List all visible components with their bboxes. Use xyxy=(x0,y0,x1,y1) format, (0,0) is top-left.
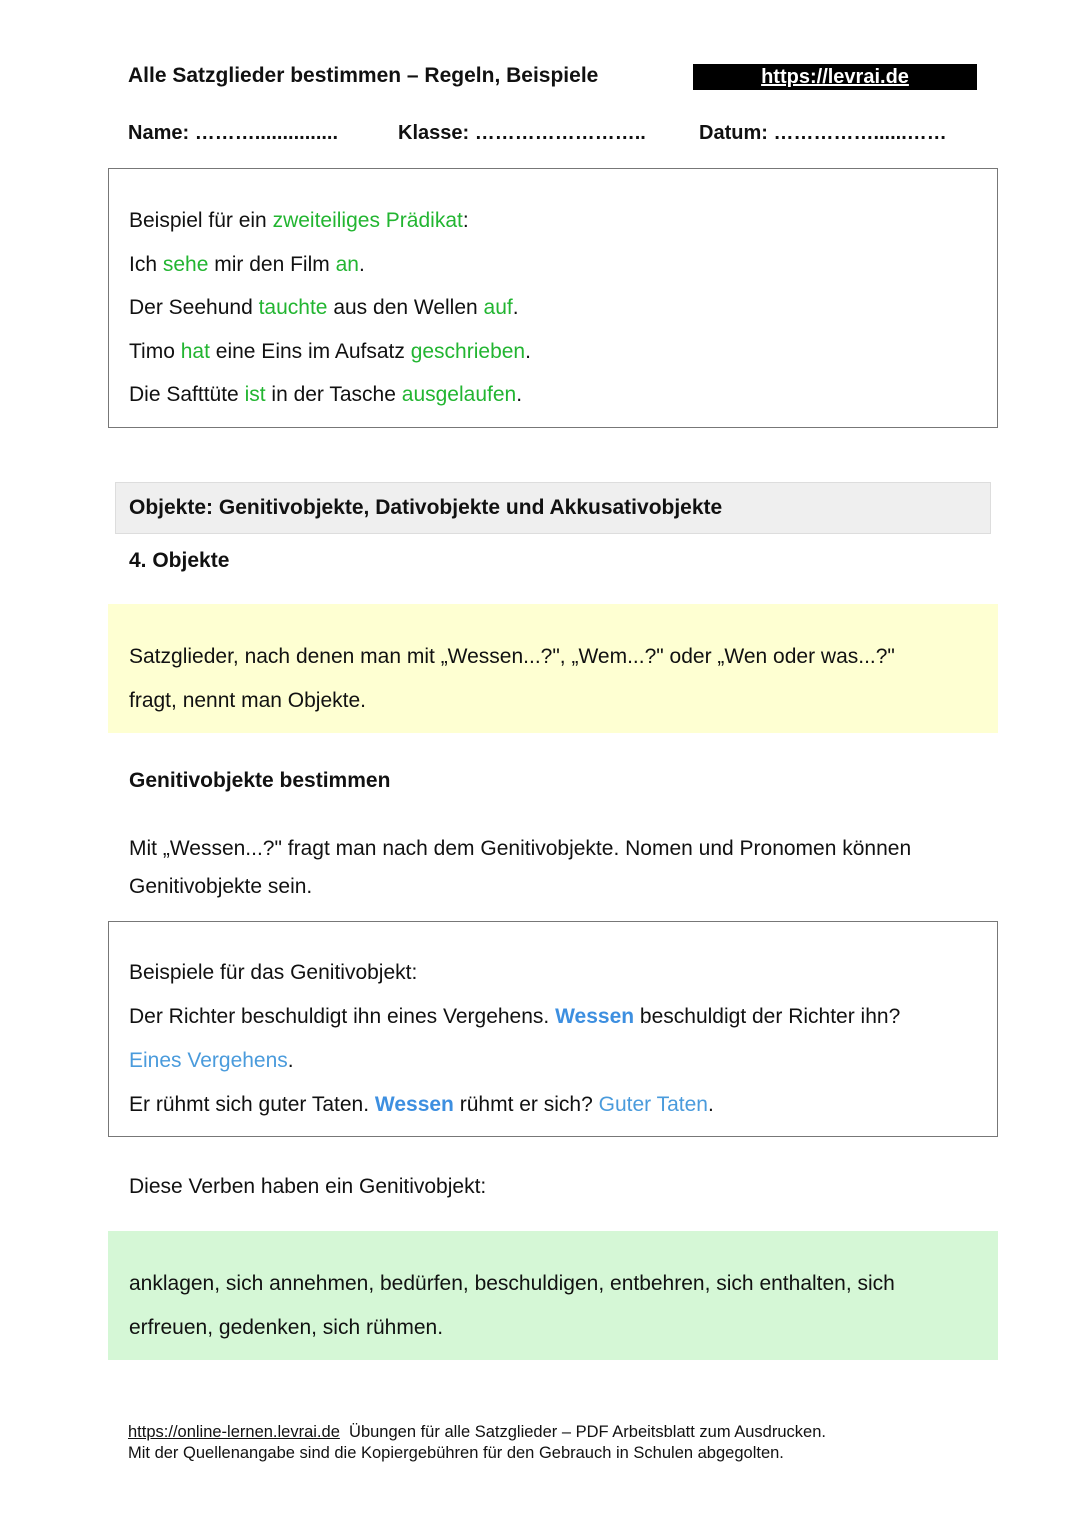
predicate-intro xyxy=(129,209,469,233)
section-heading: 4. Objekte xyxy=(129,549,230,572)
text: beschuldigt der Richter ihn? xyxy=(634,1005,901,1028)
highlight-term: zweiteiliges Prädikat xyxy=(272,209,463,232)
text: mir den Film xyxy=(208,253,336,276)
answer: Guter Taten xyxy=(598,1093,708,1116)
verbs-line-2: erfreuen, gedenken, sich rühmen. xyxy=(129,1316,444,1339)
question-word: Wessen xyxy=(374,1093,454,1116)
text: . xyxy=(358,253,365,276)
verb-part: sehe xyxy=(162,253,209,276)
footer-line-2: Mit der Quellenangabe sind die Kopiergebühren für den Gebrauch in Schulen abgegolten. xyxy=(128,1444,784,1462)
text: Ich xyxy=(129,253,163,276)
text: Übungen für alle Satzglieder – PDF Arbeitsblatt zum Ausdrucken. xyxy=(339,1423,826,1441)
predicate-sentence-3 xyxy=(129,340,531,364)
text: aus den Wellen xyxy=(327,296,484,319)
text: . xyxy=(287,1049,294,1072)
genitiv-example-1 xyxy=(129,1005,900,1029)
worksheet-title: Alle Satzglieder bestimmen – Regeln, Beispiele xyxy=(128,64,599,87)
text: eine Eins im Aufsatz xyxy=(209,340,411,363)
verb-part: an xyxy=(335,253,359,276)
section-header-bar xyxy=(115,482,991,534)
class-field-label: Klasse: …………………….. xyxy=(398,122,646,144)
footer-link[interactable]: https://online-lernen.levrai.de xyxy=(128,1423,340,1441)
text: in der Tasche xyxy=(265,383,402,406)
text: Timo xyxy=(129,340,181,363)
genitiv-paragraph-line-1: Mit „Wessen...?" fragt man nach dem Genitivobjekte. Nomen und Pronomen können xyxy=(129,837,912,860)
answer: Eines Vergehens xyxy=(129,1049,288,1072)
verb-part: tauchte xyxy=(258,296,328,319)
genitiv-example-2 xyxy=(129,1093,714,1117)
text: . xyxy=(707,1093,714,1116)
verb-part: ausgelaufen xyxy=(401,383,517,406)
text: : xyxy=(462,209,469,232)
verbs-line-1: anklagen, sich annehmen, bedürfen, beschuldigen, entbehren, sich enthalten, sich xyxy=(129,1272,895,1295)
rule-line-1: Satzglieder, nach denen man mit „Wessen...?", „Wem...?" oder „Wen oder was...?" xyxy=(129,645,895,668)
verb-part: auf xyxy=(483,296,513,319)
predicate-sentence-1 xyxy=(129,253,365,277)
verb-part: geschrieben xyxy=(410,340,526,363)
genitiv-example-intro: Beispiele für das Genitivobjekt: xyxy=(129,961,418,984)
rule-line-2: fragt, nennt man Objekte. xyxy=(129,689,366,712)
text: Der Seehund xyxy=(129,296,259,319)
text: Beispiel für ein xyxy=(129,209,273,232)
genitiv-heading: Genitivobjekte bestimmen xyxy=(129,769,391,792)
footer-line-1 xyxy=(128,1423,826,1442)
text: Der Richter beschuldigt ihn eines Vergehens. xyxy=(129,1005,556,1028)
text: . xyxy=(516,383,523,406)
header-url-link[interactable]: https://levrai.de xyxy=(693,64,977,90)
section-title: Objekte: Genitivobjekte, Dativobjekte und Akkusativobjekte xyxy=(129,496,723,519)
genitiv-paragraph-line-2: Genitivobjekte sein. xyxy=(129,875,313,898)
text: . xyxy=(512,296,519,319)
name-field-label: Name: ………............... xyxy=(128,122,339,144)
text: Die Safttüte xyxy=(129,383,245,406)
predicate-sentence-2 xyxy=(129,296,519,320)
verbs-intro: Diese Verben haben ein Genitivobjekt: xyxy=(129,1175,487,1198)
text: . xyxy=(525,340,531,363)
question-word: Wessen xyxy=(555,1005,635,1028)
predicate-sentence-4 xyxy=(129,383,522,407)
text: Er rühmt sich guter Taten. xyxy=(129,1093,375,1116)
verb-part: ist xyxy=(244,383,266,406)
verb-part: hat xyxy=(180,340,210,363)
date-field-label: Datum: ……………......…… xyxy=(699,122,947,144)
genitiv-example-1-answer xyxy=(129,1049,294,1073)
text: rühmt er sich? xyxy=(453,1093,599,1116)
